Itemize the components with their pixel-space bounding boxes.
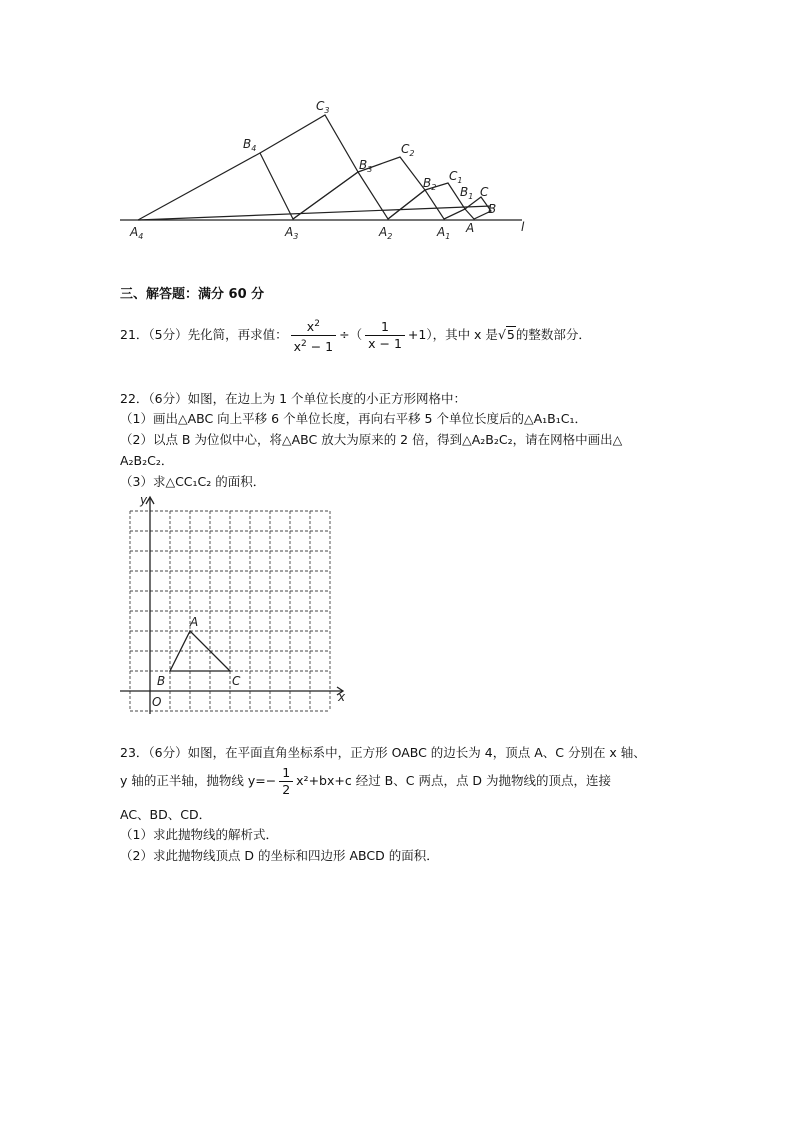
section-heading: 三、解答题：满分 60 分 — [120, 287, 265, 302]
q23-line-5: （2）求此抛物线顶点 D 的坐标和四边形 ABCD 的面积． — [120, 848, 439, 863]
label-A2: $A_2$ — [379, 225, 393, 241]
label-B4: $B_4$ — [243, 137, 257, 153]
label-C3: $C_3$ — [316, 99, 330, 115]
label-A1: $A_1$ — [437, 225, 451, 241]
label-x: x — [338, 690, 346, 704]
q22-line-4: A₂B₂C₂． — [120, 453, 174, 468]
q22-line-1: 22．（6分）如图，在边上为 1 个单位长度的小正方形网格中： — [120, 391, 467, 406]
grid-figure — [118, 494, 350, 716]
sqrt-5: √5 — [497, 327, 515, 343]
q23-line-3: AC、BD、CD． — [120, 807, 212, 822]
label-A: A — [466, 221, 475, 235]
grid-label-C: C — [232, 674, 241, 688]
square-4 — [260, 115, 358, 219]
q22-line-5: （3）求△CC₁C₂ 的面积． — [120, 474, 266, 489]
label-C: C — [480, 185, 489, 199]
label-B1: $B_1$ — [460, 185, 474, 201]
label-B3: $B_3$ — [359, 158, 373, 174]
grid-label-B: B — [157, 674, 166, 688]
q23-line-4: （1）求此抛物线的解析式． — [120, 827, 278, 842]
label-C1: $C_1$ — [449, 169, 463, 185]
q21-lead: 21．（5分）先化简，再求值： — [120, 327, 288, 343]
label-A4: $A_4$ — [130, 225, 144, 241]
q21-fraction-1: $\frac{x^2}{x^2 - 1}$ — [291, 316, 337, 355]
q23-line-1: 23．（6分）如图，在平面直角坐标系中，正方形 OABC 的边长为 4，顶点 A、C 分别在 x 轴、 — [120, 745, 646, 760]
label-l: l — [521, 220, 525, 234]
q23-line-2: y 轴的正半轴，抛物线 y=− $\frac{1}{2}$ x²+bx+c 经过 B、C 两点，点 D 为抛物线的顶点，连接 — [120, 765, 612, 797]
label-C2: $C_2$ — [401, 142, 415, 158]
label-B2: $B_2$ — [423, 176, 437, 192]
q23-fraction-half: $\frac{1}{2}$ — [279, 765, 293, 798]
hypotenuse-line — [138, 206, 491, 220]
label-y: y — [140, 494, 148, 507]
label-A3: $A_3$ — [285, 225, 299, 241]
q22-line-2: （1）画出△ABC 向上平移 6 个单位长度，再向右平移 5 个单位长度后的△A₁B₁C₁． — [120, 411, 587, 426]
q21-fraction-2: $\frac{1}{x - 1}$ — [365, 319, 405, 352]
q22-line-3: （2）以点 B 为位似中心，将△ABC 放大为原来的 2 倍，得到△A₂B₂C₂，请在网格中画出△ — [120, 432, 623, 447]
label-B: B — [488, 202, 497, 216]
label-origin: O — [152, 695, 162, 709]
grid-label-A: A — [190, 615, 199, 629]
question-21: 21．（5分）先化简，再求值： $\frac{x^2}{x^2 - 1}$ ÷（ $\frac{1}{x - 1}$ +1），其中 x 是√5的整数部分． — [120, 316, 591, 355]
squares-figure — [110, 90, 550, 250]
